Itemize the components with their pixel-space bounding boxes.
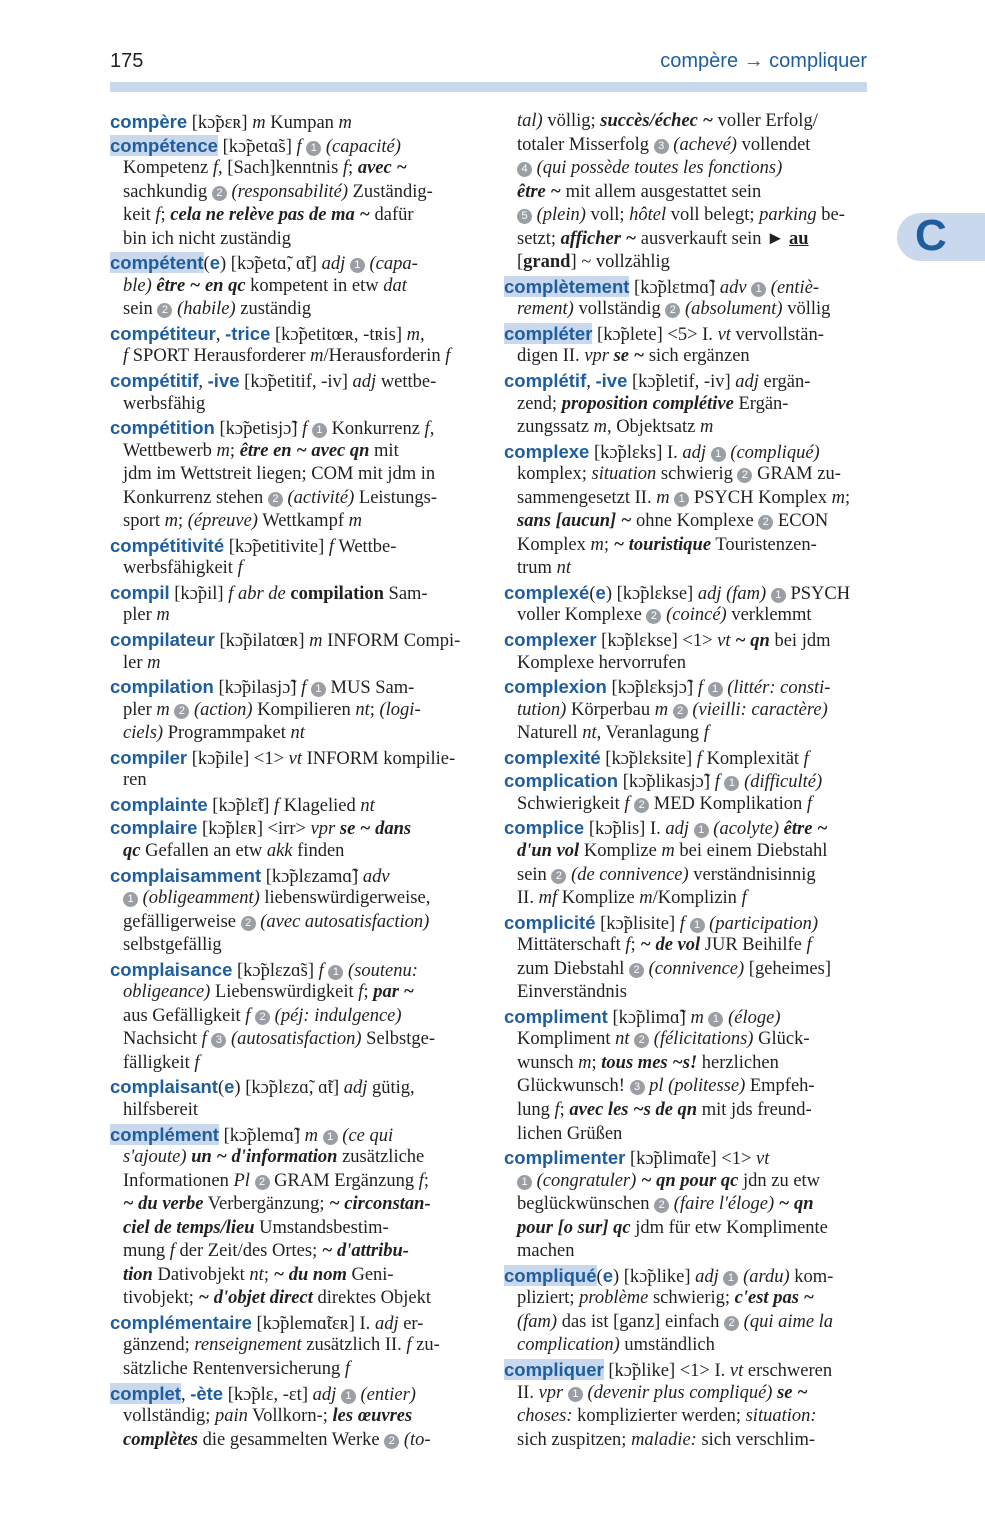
entry-continuation-line: d'un vol Komplize m bei einem Diebstahl [517,840,828,861]
headword: complice [504,817,585,839]
entry-continuation-line: tal) völlig; succès/échec ~ voller Erfolg/ [517,111,818,131]
sense-number-badge: 3 [630,1080,645,1095]
sense-number-badge: 2 [629,963,644,978]
headword: complexion [504,676,607,698]
sense-number-badge: 2 [654,1198,669,1213]
entry-continuation-line: lung f; avec les ~s de qn mit jds freund- [517,1099,812,1120]
entry-continuation-line: choses: komplizierter werden; situation: [517,1406,817,1427]
entry-continuation-line: rement) vollständig 2 (absolument) völlig [517,299,831,320]
entry-continuation-line: sans [aucun] ~ ohne Komplexe 2 ECON [517,511,829,532]
entry-line: complexer [kɔ̃plɛkse] <1> vt ~ qn bei jdm [504,629,831,652]
sense-number-badge: 4 [517,162,532,177]
entry-continuation-line: Mittäterschaft f; ~ de vol JUR Beihilfe f [517,935,812,956]
sense-number-badge: 3 [654,139,669,154]
entry-continuation-line: sammengesetzt II. m 1 PSYCH Komplex m; [517,487,851,508]
entry-line: complaire [kɔ̃plɛʀ] <irr> vpr se ~ dans [110,817,412,840]
entry-line: complément [kɔ̃plemɑ̃] m 1 (ce qui [110,1123,394,1146]
entry-line: compliment [kɔ̃plimɑ̃] m 1 (éloge) [504,1005,781,1028]
entry-continuation-line: Einverständnis [517,982,627,1003]
entry-continuation-line: sachkundig 2 (responsabilité) Zuständig- [123,181,433,202]
left-column [110,110,474,1452]
entry-continuation-line: 5 (plein) voll; hôtel voll belegt; parking be- [504,204,868,228]
headword: e [224,1076,235,1098]
entry-continuation-line: zungssatz m, Objektsatz m [517,417,714,438]
entry-line: complaisant(e) [kɔ̃plɛzɑ̃, ɑ̃t] adj gütig, [110,1076,415,1099]
sense-number-badge: 2 [551,869,566,884]
entry-line: complication [kɔ̃plikasjɔ̃] f 1 (difficulté) [504,770,823,793]
sense-number-badge: 1 [708,682,723,697]
entry-continuation-line: hilfsbereit [123,1099,199,1120]
entry-line: complexité [kɔ̃plɛksite] f Komplexität f [504,746,809,769]
entry-continuation-line: sein 2 (de connivence) verständnisinnig [517,864,816,885]
sense-number-badge: 2 [646,609,661,624]
entry-continuation-line: gefälligerweise 2 (avec autosatisfaction) [123,911,430,932]
entry-line: complexé(e) [kɔ̃plɛkse] adj (fam) 1 PSYCH [504,581,851,604]
headword: complimenter [504,1147,626,1169]
sense-number-badge: 2 [255,1175,270,1190]
headword: -ive [595,370,628,392]
entry-line: compilation [kɔ̃pilasjɔ̃] f 1 MUS Sam- [110,676,415,699]
letter-tab-label: C [915,211,947,260]
entry-continuation-line: Glückwunsch! 3 pl (politesse) Empfeh- [517,1076,815,1097]
entry-continuation-line: 1 (congratuler) ~ qn pour qc jdn zu etw [504,1170,868,1194]
sense-number-badge: 1 [323,1130,338,1145]
entry-line: complainte [kɔ̃plɛ̃t] f Klagelied nt [110,793,375,816]
entry-continuation-line: vollständig; pain Vollkorn-; les œuvres [123,1406,413,1427]
entry-continuation-line: Kompliment nt 2 (félicitations) Glück- [517,1029,810,1050]
entry-continuation-line: totaler Misserfolg 3 (achevé) vollendet [517,134,811,155]
entry-line: complètement [kɔ̃plɛtmɑ̃] adv 1 (entiè- [504,275,820,298]
headword: complaire [110,817,198,839]
headword: complexé [504,581,590,603]
entry-line: compil [kɔ̃pil] f abr de compilation Sam- [110,581,428,604]
headword: e [209,252,221,274]
entry-line: complémentaire [kɔ̃plemɑ̃tɛʀ] I. adj er- [110,1311,424,1334]
headword: complexer [504,629,597,651]
entry-continuation-line: 4 (qui possède toutes les fonctions) [504,157,868,181]
entry-continuation-line: fälligkeit f [123,1052,200,1073]
headword: complication [504,770,619,792]
sense-number-badge: 2 [724,1316,739,1331]
entry-continuation-line: pliziert; problème schwierig; c'est pas ~ [517,1288,815,1309]
sense-number-badge: 2 [673,704,688,719]
sense-number-badge: 1 [350,258,365,273]
entry-continuation-line: complication) umständlich [517,1335,715,1356]
entry-continuation-line: beglückwünschen 2 (faire l'éloge) ~ qn [517,1194,814,1215]
headword: compliquer [504,1358,604,1380]
sense-number-badge: 1 [711,447,726,462]
entry-continuation-line: machen [517,1241,575,1262]
headword: compétence [110,134,218,156]
entry-continuation-line: jdm im Wettstreit liegen; COM mit jdm in [123,464,436,485]
entry-continuation-line: ler m [123,652,161,673]
headword: complétif [504,370,587,392]
entry-line: complimenter [kɔ̃plimɑ̃te] <1> vt [504,1147,770,1170]
entry-continuation-line: Informationen Pl 2 GRAM Ergänzung f; [123,1170,429,1191]
entry-continuation-line: werbsfähig [123,393,206,414]
entry-continuation-line: komplex; situation schwierig 2 GRAM zu- [517,464,841,485]
sense-number-badge: 2 [241,916,256,931]
header-rule [110,82,867,92]
headword: complètement [504,275,630,297]
entry-continuation-line: keit f; cela ne relève pas de ma ~ dafür [123,205,414,226]
entry-continuation-line: s'ajoute) un ~ d'information zusätzliche [123,1147,425,1168]
headword: complément [110,1123,219,1145]
sense-number-badge: 1 [311,682,326,697]
entry-continuation-line: obligeance) Liebenswürdigkeit f; par ~ [123,982,415,1003]
entry-line: compliqué(e) [kɔ̃plike] adj 1 (ardu) kom- [504,1264,834,1287]
sense-number-badge: 1 [568,1387,583,1402]
sense-number-badge: 2 [758,515,773,530]
entry-line: compilateur [kɔ̃pilatœʀ] m INFORM Compi- [110,629,461,652]
letter-tab [897,213,985,261]
sense-number-badge: 1 [724,776,739,791]
entry-line: complexe [kɔ̃plɛks] I. adj 1 (compliqué) [504,440,820,463]
headword: complexe [504,440,590,462]
headword: compilateur [110,629,215,651]
headword: compiler [110,746,188,768]
entry-line: complétif, -ive [kɔ̃pletif, -iv] adj ergän- [504,370,811,393]
entry-line: complicité [kɔ̃plisite] f 1 (participation) [504,911,819,934]
entry-continuation-line: II. mf Komplize m/Komplizin f [517,888,747,909]
sense-number-badge: 2 [212,186,227,201]
headword: complaisance [110,958,233,980]
entry-continuation-line: tution) Körperbau m 2 (vieilli: caractère) [517,699,828,720]
headword: -trice [225,322,271,344]
sense-number-badge: 2 [634,1033,649,1048]
sense-number-badge: 1 [328,965,343,980]
sense-number-badge: 1 [312,423,327,438]
headword: compère [110,111,188,132]
headword: compliqué [504,1264,597,1286]
entry-continuation-line: setzt; afficher ~ ausverkauft sein ► au [517,228,809,249]
sense-number-badge: 1 [690,918,705,933]
sense-number-badge: 1 [771,588,786,603]
entry-continuation-line: lichen Grüßen [517,1123,623,1144]
entry-continuation-line: Schwierigkeit f 2 MED Komplikation f [517,793,813,814]
headword: compilation [110,676,214,698]
entry-continuation-line: être ~ mit allem ausgestattet sein [517,181,762,202]
headword: complémentaire [110,1311,252,1333]
entry-continuation-line: f SPORT Herausforderer m/Herausforderin f [123,346,451,367]
entry-line: compiler [kɔ̃pile] <1> vt INFORM kompilie- [110,746,456,769]
sense-number-badge: 1 [723,1271,738,1286]
headword: complexité [504,746,601,768]
entry-continuation-line: wunsch m; tous mes ~s! herzlichen [517,1052,779,1073]
entry-continuation-line: ren [123,770,147,791]
entry-continuation-line: [grand] ~ vollzählig [517,252,670,273]
entry-continuation-line: sport m; (épreuve) Wettkampf m [123,511,362,532]
headword: -ive [207,370,240,392]
headword: complicité [504,911,596,933]
sense-number-badge: 3 [211,1033,226,1048]
entry-continuation-line: werbsfähigkeit f [123,558,243,579]
sense-number-badge: 1 [517,1175,532,1190]
entry-continuation-line: zum Diebstahl 2 (connivence) [geheimes] [517,958,831,979]
sense-number-badge: 1 [123,892,138,907]
headword: compétent [110,252,204,274]
sense-number-badge: 1 [708,1012,723,1027]
entry-continuation-line: tion Dativobjekt nt; ~ du nom Geni- [123,1264,394,1285]
entry-line: compétent(e) [kɔ̃petɑ̃, ɑ̃t] adj 1 (capa- [110,252,418,275]
headword: complainte [110,793,208,815]
entry-continuation-line: Naturell nt, Veranlagung f [517,723,709,744]
entry-continuation-line: sein 2 (habile) zuständig [123,299,312,320]
headword: -ète [190,1382,224,1404]
entry-continuation-line: bin ich nicht zuständig [123,228,292,249]
sense-number-badge: 1 [341,1389,356,1404]
headword: compétitif [110,370,199,392]
sense-number-badge: 2 [634,798,649,813]
sense-number-badge: 2 [268,492,283,507]
sense-number-badge: 2 [174,704,189,719]
entry-continuation-line: sich zuspitzen; maladie: sich verschlim- [517,1429,815,1450]
entry-continuation-line: ciels) Programmpaket nt [123,723,305,744]
entry-line: compléter [kɔ̃plete] <5> I. vt vervollstän- [504,322,824,345]
headword: complet [110,1382,181,1404]
right-column [504,110,868,1452]
entry-continuation-line: aus Gefälligkeit f 2 (péj: indulgence) [123,1005,402,1026]
sense-number-badge: 1 [751,282,766,297]
sense-number-badge: 2 [737,468,752,483]
sense-number-badge: 2 [255,1010,270,1025]
entry-line: complet, -ète [kɔ̃plɛ, -ɛt] adj 1 (entier) [110,1382,416,1405]
entry-line: complice [kɔ̃plis] I. adj 1 (acolyte) être ~ [504,817,828,840]
headword: compétitivité [110,534,225,556]
sense-number-badge: 2 [384,1434,399,1449]
entry-continuation-line: II. vpr 1 (devenir plus compliqué) se ~ [517,1382,808,1403]
entry-continuation-line: Komplex m; ~ touristique Touristenzen- [517,534,817,555]
headword: compétiteur [110,322,216,344]
entry-continuation-line: complètes die gesammelten Werke 2 (to- [123,1429,431,1450]
headword: e [602,1264,613,1286]
entry-continuation-line: ~ du verbe Verbergänzung; ~ circonstan- [123,1194,431,1215]
sense-number-badge: 1 [306,141,321,156]
entry-continuation-line: Konkurrenz stehen 2 (activité) Leistungs- [123,487,437,508]
entry-continuation-line: trum nt [517,558,571,579]
entry-continuation-line: sätzliche Rentenversicherung f [123,1358,351,1379]
entry-continuation-line: pler m [123,605,170,626]
entry-continuation-line: digen II. vpr se ~ sich ergänzen [517,346,750,367]
entry-continuation-line: tivobjekt; ~ d'objet direct direktes Objekt [123,1288,432,1309]
entry-continuation-line: pler m 2 (action) Kompilieren nt; (logi- [123,699,421,720]
entry-line: complaisamment [kɔ̃plɛzamɑ̃] adv [110,864,390,887]
headword: compliment [504,1005,608,1027]
entry-continuation-line: Nachsicht f 3 (autosatisfaction) Selbstge- [123,1029,436,1050]
headword: compléter [504,322,593,344]
entry-line: compétitivité [kɔ̃petitivite] f Wettbe- [110,534,397,557]
entry-continuation-line: voller Komplexe 2 (coincé) verklemmt [517,605,812,626]
sense-number-badge: 2 [157,303,172,318]
entry-line: compétiteur, -trice [kɔ̃petitœʀ, -tʀis] m, [110,322,425,345]
entry-continuation-line: ciel de temps/lieu Umstandsbestim- [123,1217,389,1238]
headword: compétition [110,417,215,439]
entry-continuation-line: mung f der Zeit/des Ortes; ~ d'attribu- [123,1241,409,1262]
entry-line: compliquer [kɔ̃plike] <1> I. vt erschweren [504,1358,833,1381]
entry-continuation-line: 1 (obligeamment) liebenswürdigerweise, [110,887,474,911]
sense-number-badge: 5 [517,209,532,224]
sense-number-badge: 1 [694,823,709,838]
entry-line: complexion [kɔ̃plɛksjɔ̃] f 1 (littér: consti- [504,676,831,699]
entry-continuation-line: qc Gefallen an etw akk finden [123,840,345,861]
entry-continuation-line: (fam) das ist [ganz] einfach 2 (qui aime la [517,1311,834,1332]
sense-number-badge: 1 [674,492,689,507]
running-head: compère → compliquer [660,50,867,72]
page-number: 175 [110,50,144,72]
headword: compil [110,581,170,603]
headword: complaisamment [110,864,262,886]
entry-line: compétition [kɔ̃petisjɔ̃] f 1 Konkurrenz f, [110,417,435,440]
headword: e [595,581,606,603]
entry-line: complaisance [kɔ̃plɛzɑ̃s] f 1 (soutenu: [110,958,418,981]
headword: complaisant [110,1076,218,1098]
entry-line: compère [kɔ̃pɛʀ] m Kumpan m [110,111,352,133]
entry-continuation-line: zend; proposition complétive Ergän- [517,393,789,414]
entry-line: compétence [kɔ̃petɑ̃s] f 1 (capacité) [110,134,401,157]
entry-continuation-line: selbstgefällig [123,935,222,956]
entry-continuation-line: Komplexe hervorrufen [517,652,687,673]
entry-continuation-line: Wettbewerb m; être en ~ avec qn mit [123,440,399,461]
entry-continuation-line: ble) être ~ en qc kompetent in etw dat [123,275,407,296]
sense-number-badge: 2 [665,303,680,318]
entry-continuation-line: Kompetenz f, [Sach]kenntnis f; avec ~ [123,158,407,179]
entry-line: compétitif, -ive [kɔ̃petitif, -iv] adj wettbe- [110,370,437,393]
entry-continuation-line: pour [o sur] qc jdm für etw Komplimente [517,1217,828,1238]
entry-continuation-line: gänzend; renseignement zusätzlich II. f zu- [123,1335,440,1356]
